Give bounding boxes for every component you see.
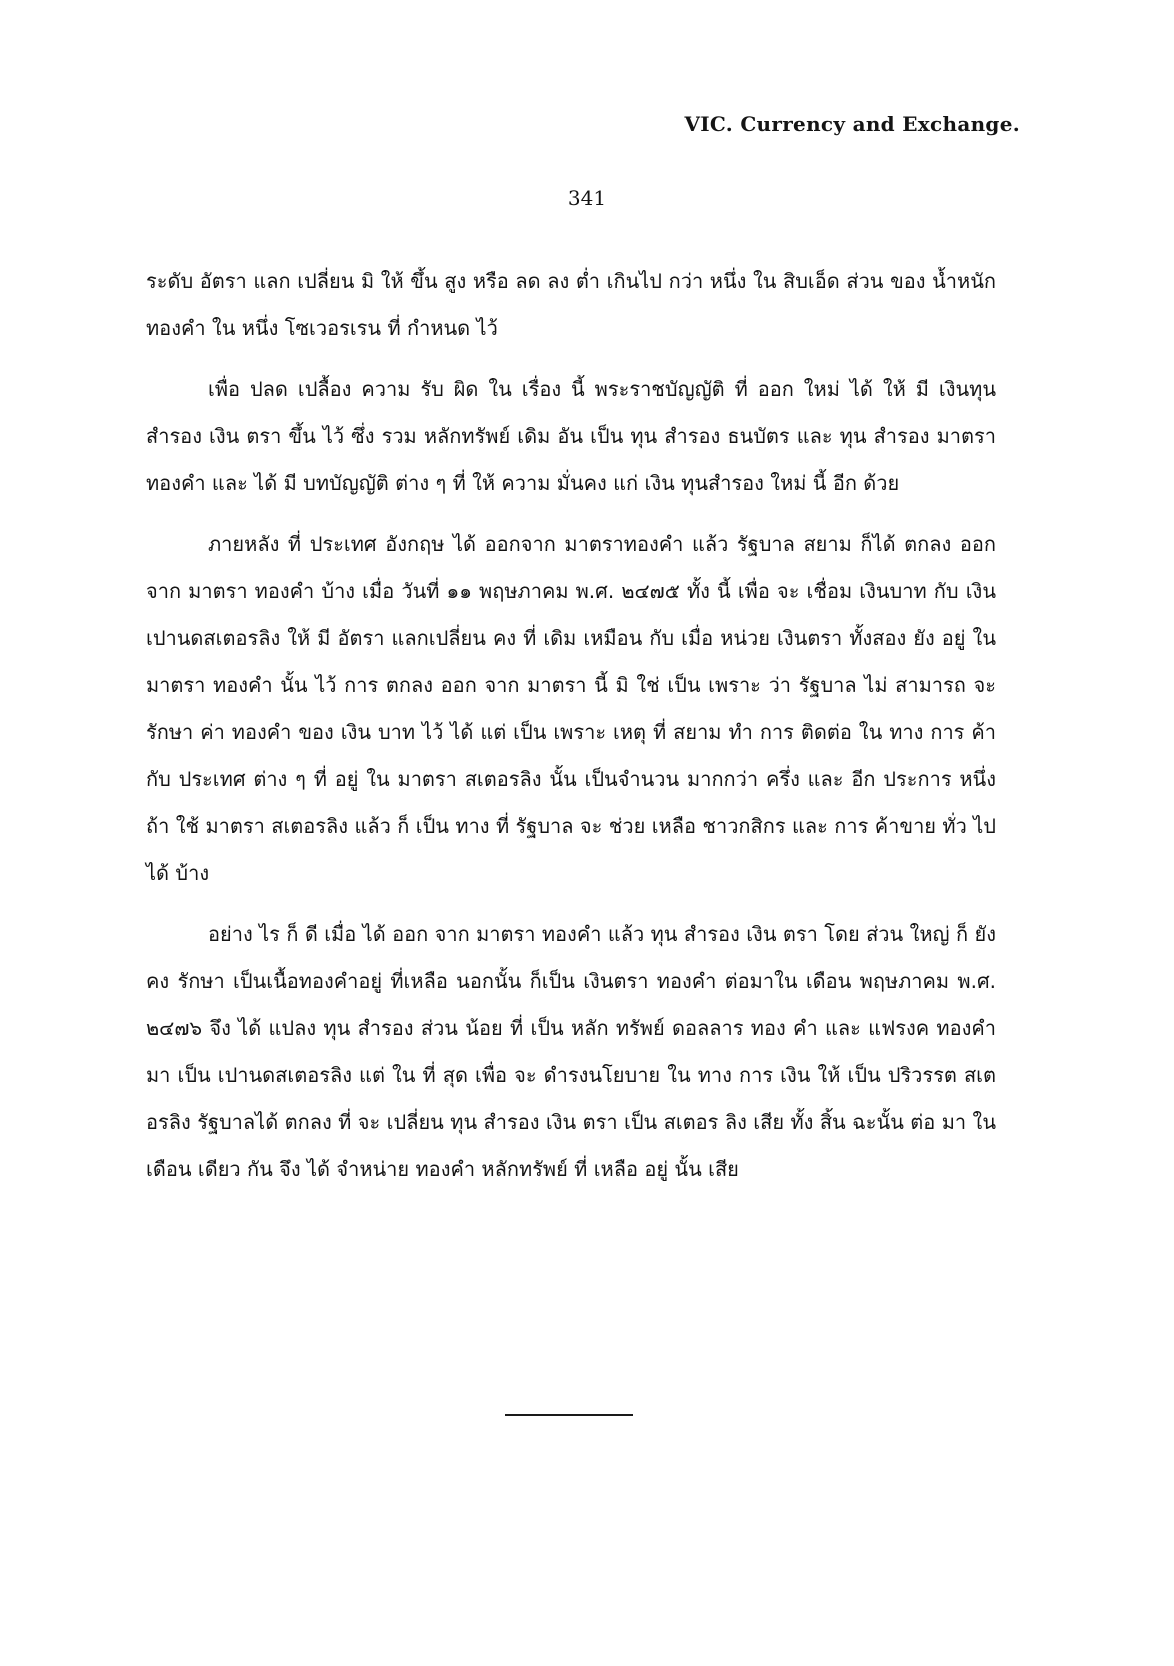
body-text (146, 258, 996, 1193)
paragraph-3: ภายหลัง ที่ ประเทศ อังกฤษ ได้ ออกจาก มาตราทองคำ แล้ว รัฐบาล สยาม ก็ได้ ตกลง ออก จาก มาตรา ทองคำ บ้าง เมื่อ วันที่ ๑๑ พฤษภาคม พ.ศ. ๒๔๗๕ ทั้ง นี้ เพื่อ จะ เชื่อม เงินบาท กับ เงิน เปานดสเตอรลิง ให้ มี อัตรา แลกเปลี่ยน คง ที่ เดิม เหมือน กับ เมื่อ หน่วย เงินตรา ทั้งสอง ยัง อยู่ ใน มาตรา ทองคำ นั้น ไว้ การ ตกลง ออก จาก มาตรา นี้ มิ ใช่ เป็น เพราะ ว่า รัฐบาล ไม่ สามารถ จะ รักษา ค่า ทองคำ ของ เงิน บาท ไว้ ได้ แต่ เป็น เพราะ เหตุ ที่ สยาม ทำ การ ติดต่อ ใน ทาง การ ค้า กับ ประเทศ ต่าง ๆ ที่ อยู่ ใน มาตรา สเตอรลิง นั้น เป็นจำนวน มากกว่า ครึ่ง และ อีก ประการ หนึ่ง ถ้า ใช้ มาตรา สเตอรลิง แล้ว ก็ เป็น ทาง ที่ รัฐบาล จะ ช่วย เหลือ ชาวกสิกร และ การ ค้าขาย ทั่ว ไป ได้ บ้าง (146, 532, 996, 885)
paragraph-2: เพื่อ ปลด เปลื้อง ความ รับ ผิด ใน เรื่อง นี้ พระราชบัญญัติ ที่ ออก ใหม่ ได้ ให้ มี เงินทุน สำรอง เงิน ตรา ขึ้น ไว้ ซึ่ง รวม หลักทรัพย์ เดิม อัน เป็น ทุน สำรอง ธนบัตร และ ทุน สำรอง มาตรา ทองคำ และ ได้ มี บทบัญญัติ ต่าง ๆ ที่ ให้ ความ มั่นคง แก่ เงิน ทุนสำรอง ใหม่ นี้ อีก ด้วย (146, 377, 996, 495)
end-of-section-rule (505, 1414, 633, 1416)
paragraph-4: อย่าง ไร ก็ ดี เมื่อ ได้ ออก จาก มาตรา ทองคำ แล้ว ทุน สำรอง เงิน ตรา โดย ส่วน ใหญ่ ก็ ยัง คง รักษา เป็นเนื้อทองคำอยู่ ที่เหลือ นอกนั้น ก็เป็น เงินตรา ทองคำ ต่อมาใน เดือน พฤษภาคม พ.ศ. ๒๔๗๖ จึง ได้ แปลง ทุน สำรอง ส่วน น้อย ที่ เป็น หลัก ทรัพย์ ดอลลาร ทอง คำ และ แฟรงค ทองคำ มา เป็น เปานดสเตอรลิง แต่ ใน ที่ สุด เพื่อ จะ ดำรงนโยบาย ใน ทาง การ เงิน ให้ เป็น ปริวรรต สเตอรลิง รัฐบาลได้ ตกลง ที่ จะ เปลี่ยน ทุน สำรอง เงิน ตรา เป็น สเตอร ลิง เสีย ทั้ง สิ้น ฉะนั้น ต่อ มา ใน เดือน เดียว กัน จึง ได้ จำหน่าย ทองคำ หลักทรัพย์ ที่ เหลือ อยู่ นั้น เสีย (146, 922, 996, 1181)
paragraph-1: ระดับ อัตรา แลก เปลี่ยน มิ ให้ ขึ้น สูง หรือ ลด ลง ต่ำ เกินไป กว่า หนึ่ง ใน สิบเอ็ด ส่วน ของ น้ำหนัก ทองคำ ใน หนึ่ง โซเวอรเรน ที่ กำหนด ไว้ (146, 269, 996, 340)
page-number: 341 (567, 186, 607, 210)
section-title: VIC. Currency and Exchange. (684, 112, 1020, 136)
